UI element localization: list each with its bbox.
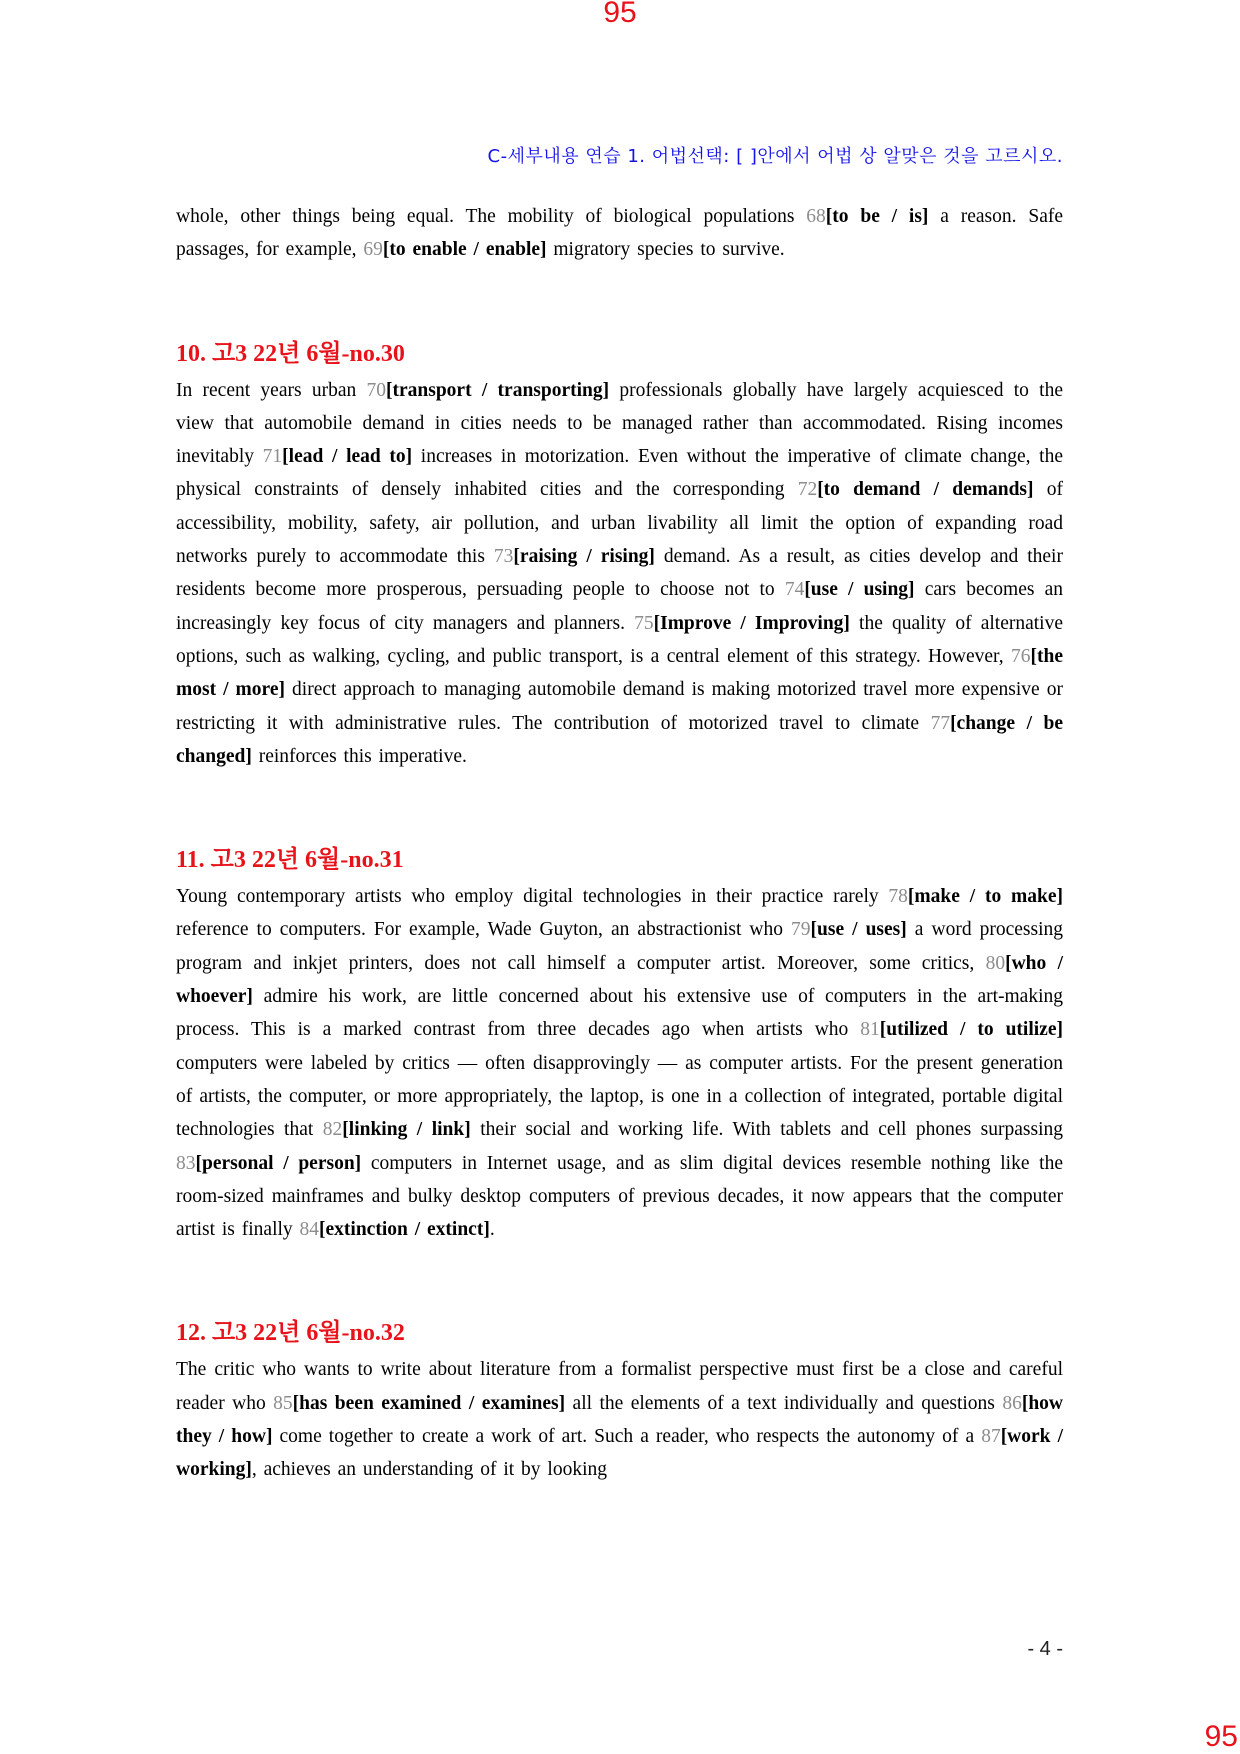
- section-title: 10. 고3 22년 6월-no.30: [176, 340, 405, 367]
- grammar-choice: [the most / more]: [176, 645, 1063, 701]
- document-body: [176, 200, 1063, 1487]
- question-number: 81: [860, 1019, 880, 1041]
- question-number: 71: [262, 446, 283, 468]
- question-number: 73: [493, 546, 514, 568]
- grammar-choice: [who / whoever]: [176, 952, 1063, 1008]
- grammar-choice: [Improve / Improving]: [653, 612, 850, 634]
- grammar-choice: [how they / how]: [176, 1392, 1063, 1448]
- grammar-choice: [use / using]: [804, 579, 915, 601]
- question-number: 83: [176, 1152, 196, 1174]
- grammar-choice: [change / be changed]: [176, 712, 1063, 767]
- grammar-choice: [to demand / demands]: [817, 479, 1034, 501]
- question-number: 69: [363, 239, 383, 261]
- question-number: 82: [322, 1119, 343, 1141]
- section-paragraph: The critic who wants to write about literature from a formalist perspective must first be a close and careful reader who 85[has been examined / examines] all the elements of a text individually and questions 86[how they / how] come together to create a work of art. Such a reader, who respects the autonomy of a 87[work / working], achieves an understanding of it by looking: [176, 1359, 1063, 1481]
- question-number: 72: [797, 479, 818, 501]
- section-paragraph: Young contemporary artists who employ digital technologies in their practice rarely 78[make / to make] reference to computers. For example, Wade Guyton, an abstractionist who 79[use / uses] a word processing program and inkjet printers, does not call himself a computer artist. Moreover, some critics, 80[who / whoever] admire his work, are little concerned about his extensive use of computers in the art-making process. This is a marked contrast from three decades ago when artists who 81[utilized / to utilize] computers were labeled by critics — often disapprovingly — as computer artists. For the present generation of artists, the computer, or more appropriately, the laptop, is one in a collection of integrated, portable digital technologies that 82[linking / link] their social and working life. With tablets and cell phones surpassing 83[personal / person] computers in Internet usage, and as slim digital devices resemble nothing like the room-sized mainframes and bulky desktop computers of previous decades, it now appears that the computer artist is finally 84[extinction / extinct].: [176, 886, 1064, 1241]
- intro-paragraph: whole, other things being equal. The mobility of biological populations 68[to be / is] a reason. Safe passages, for example, 69[to enable / enable] migratory species to survive.: [176, 206, 1063, 261]
- grammar-choice: [lead / lead to]: [282, 446, 413, 468]
- question-number: 79: [791, 919, 811, 941]
- question-number: 77: [930, 712, 951, 734]
- grammar-choice: [to be / is]: [825, 206, 929, 227]
- question-number: 84: [299, 1219, 320, 1241]
- question-number: 75: [634, 612, 654, 634]
- section-paragraph: In recent years urban 70[transport / transporting] professionals globally have largely acquiesced to the view that automobile demand in cities needs to be managed rather than accommodated. Rising incomes inevitably 71[lead / lead to] increases in motorization. Even without the imperative of climate change, the physical constraints of densely inhabited cities and the corresponding 72[to demand / demands] of accessibility, mobility, safety, air pollution, and urban livability all limit the option of expanding road networks purely to accommodate this 73[raising / rising] demand. As a result, as cities develop and their residents become more prosperous, persuading people to choose not to 74[use / using] cars becomes an increasingly key focus of city managers and planners. 75[Improve / Improving] the quality of alternative options, such as walking, cycling, and public transport, is a central element of this strategy. However, 76[the most / more] direct approach to managing automobile demand is making motorized travel more expensive or restricting it with administrative rules. The contribution of motorized travel to climate 77[change / be changed] reinforces this imperative.: [176, 379, 1064, 767]
- section-title: 12. 고3 22년 6월-no.32: [176, 1320, 405, 1347]
- question-number: 85: [273, 1392, 293, 1414]
- grammar-choice: [work / working]: [176, 1426, 1063, 1481]
- question-number: 74: [784, 579, 805, 601]
- grammar-choice: [has been examined / examines]: [292, 1392, 566, 1414]
- question-number: 86: [1002, 1392, 1022, 1414]
- exercise-instructions-header: C-세부내용 연습 1. 어법선택: [ ]안에서 어법 상 알맞은 것을 고르시오.: [487, 146, 1063, 167]
- grammar-choice: [to enable / enable]: [382, 239, 547, 261]
- grammar-choice: [transport / transporting]: [386, 379, 610, 401]
- page-footer: - 4 -: [1027, 1638, 1063, 1660]
- question-number: 87: [981, 1426, 1001, 1448]
- grammar-choice: [utilized / to utilize]: [879, 1019, 1063, 1041]
- question-number: 70: [366, 379, 387, 401]
- question-number: 76: [1011, 645, 1031, 667]
- section-title: 11. 고3 22년 6월-no.31: [176, 847, 404, 874]
- grammar-choice: [raising / rising]: [513, 546, 655, 568]
- section-10: [176, 337, 1063, 774]
- section-12: [176, 1316, 1063, 1486]
- grammar-choice: [linking / link]: [342, 1119, 471, 1141]
- question-number: 80: [985, 952, 1006, 974]
- question-number: 68: [806, 206, 826, 227]
- grammar-choice: [make / to make]: [907, 886, 1063, 908]
- section-11: [176, 843, 1063, 1246]
- grammar-choice: [use / uses]: [810, 919, 907, 941]
- grammar-choice: [personal / person]: [195, 1152, 362, 1174]
- page-number-corner: 95: [1204, 1720, 1238, 1753]
- grammar-choice: [extinction / extinct]: [319, 1219, 490, 1241]
- page-number-top: 95: [603, 0, 637, 29]
- question-number: 78: [888, 886, 908, 908]
